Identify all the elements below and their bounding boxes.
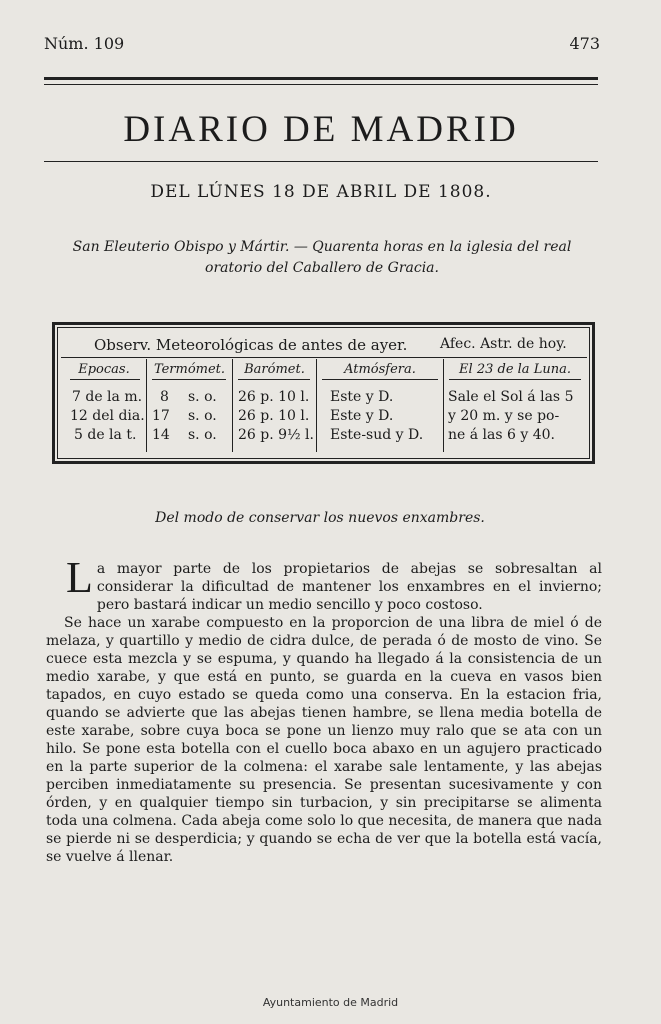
- astro-title: Afec. Astr. de hoy.: [440, 336, 567, 352]
- row-baro: 26 p. 10 l.: [238, 389, 310, 405]
- row-epoca: 7 de la m.: [72, 389, 143, 405]
- row-epoca: 12 del dia.: [70, 408, 145, 424]
- row-atmos: Este y D.: [330, 408, 394, 424]
- paragraph-text: a mayor parte de los propietarios de abejas se sobresaltan al considerar la dificultad de mantener los enxambres en el invierno; pero bastará indicar un medio sencillo y poco costoso.: [96, 561, 602, 613]
- observations-header-rule: [61, 357, 587, 358]
- source-footer: Ayuntamiento de Madrid: [262, 996, 399, 1009]
- column-header-luna: El 23 de la Luna.: [459, 362, 571, 377]
- column-header-termometro: Termómet.: [153, 362, 226, 377]
- top-rule-thin: [44, 84, 598, 85]
- column-underline: [152, 379, 226, 380]
- column-underline: [70, 379, 140, 380]
- row-termo-dir: s. o.: [188, 408, 217, 424]
- header-row: [44, 34, 600, 56]
- article-paragraph: Se hace un xarabe compuesto en la proporcion de una libra de miel ó de melaza, y quartillo y medio de cidra dulce, de perada ó de mosto de vino. Se cuece esta mezcla y se espuma, y quando ha llegado á la consistencia de un medio xarabe, y que está en punto, se guarda en la cueva en vasos bien tapados, en cuyo estado se queda como una conserva. En la estacion fria, quando se advierte que las abejas tienen hambre, se llena media botella de este xarabe, sobre cuya boca se pone un lienzo muy ralo que se ata con un hilo. Se pone esta botella con el cuello boca abaxo en un agujero practicado en la parte superior de la colmena: el xarabe sale lentamente, y las abejas perciben inmediatamente su presencia. Se presentan sucesivamente y con órden, y en qualquier tiempo sin turbacion, y sin precipitarse se alimenta toda una colmena. Cada abeja come solo lo que necesita, de manera que nada se pierde ni se desperdicia; y quando se echa de ver que la botella está vacía, se vuelve á llenar.: [46, 615, 602, 865]
- issue-date: DEL LÚNES 18 DE ABRIL DE 1808.: [150, 182, 492, 202]
- newspaper-title: DIARIO DE MADRID: [123, 109, 519, 150]
- column-header-epocas: Epocas.: [78, 362, 130, 377]
- astro-line: y 20 m. y se po-: [448, 408, 560, 424]
- saint-of-day: San Eleuterio Obispo y Mártir. — Quarenta horas en la iglesia del real oratorio del Caballero de Gracia.: [72, 239, 572, 276]
- issue-number: Núm. 109: [44, 34, 125, 53]
- top-rule: [44, 77, 598, 80]
- astro-line: Sale el Sol á las 5: [448, 389, 574, 405]
- article-body: [46, 553, 602, 866]
- column-underline: [238, 379, 310, 380]
- astro-line: ne á las 6 y 40.: [448, 427, 555, 443]
- row-epoca: 5 de la t.: [74, 427, 137, 443]
- row-termo: 17: [152, 408, 170, 424]
- row-atmos: Este-sud y D.: [330, 427, 424, 443]
- column-underline: [449, 379, 581, 380]
- column-underline: [322, 379, 438, 380]
- observations-title: Observ. Meteorológicas de antes de ayer.: [94, 336, 408, 354]
- row-baro: 26 p. 10 l.: [238, 408, 310, 424]
- column-header-barometro: Barómet.: [244, 362, 305, 377]
- article-title: Del modo de conservar los nuevos enxambres.: [155, 510, 485, 526]
- column-header-atmosfera: Atmósfera.: [344, 362, 416, 377]
- article-paragraph: [46, 553, 602, 614]
- row-atmos: Este y D.: [330, 389, 394, 405]
- row-termo-dir: s. o.: [188, 389, 217, 405]
- row-termo: 8: [160, 389, 169, 405]
- title-rule: [44, 161, 598, 162]
- drop-cap: L: [66, 553, 93, 602]
- page-number: 473: [569, 34, 600, 53]
- row-termo-dir: s. o.: [188, 427, 217, 443]
- row-termo: 14: [152, 427, 170, 443]
- row-baro: 26 p. 9½ l.: [238, 427, 314, 443]
